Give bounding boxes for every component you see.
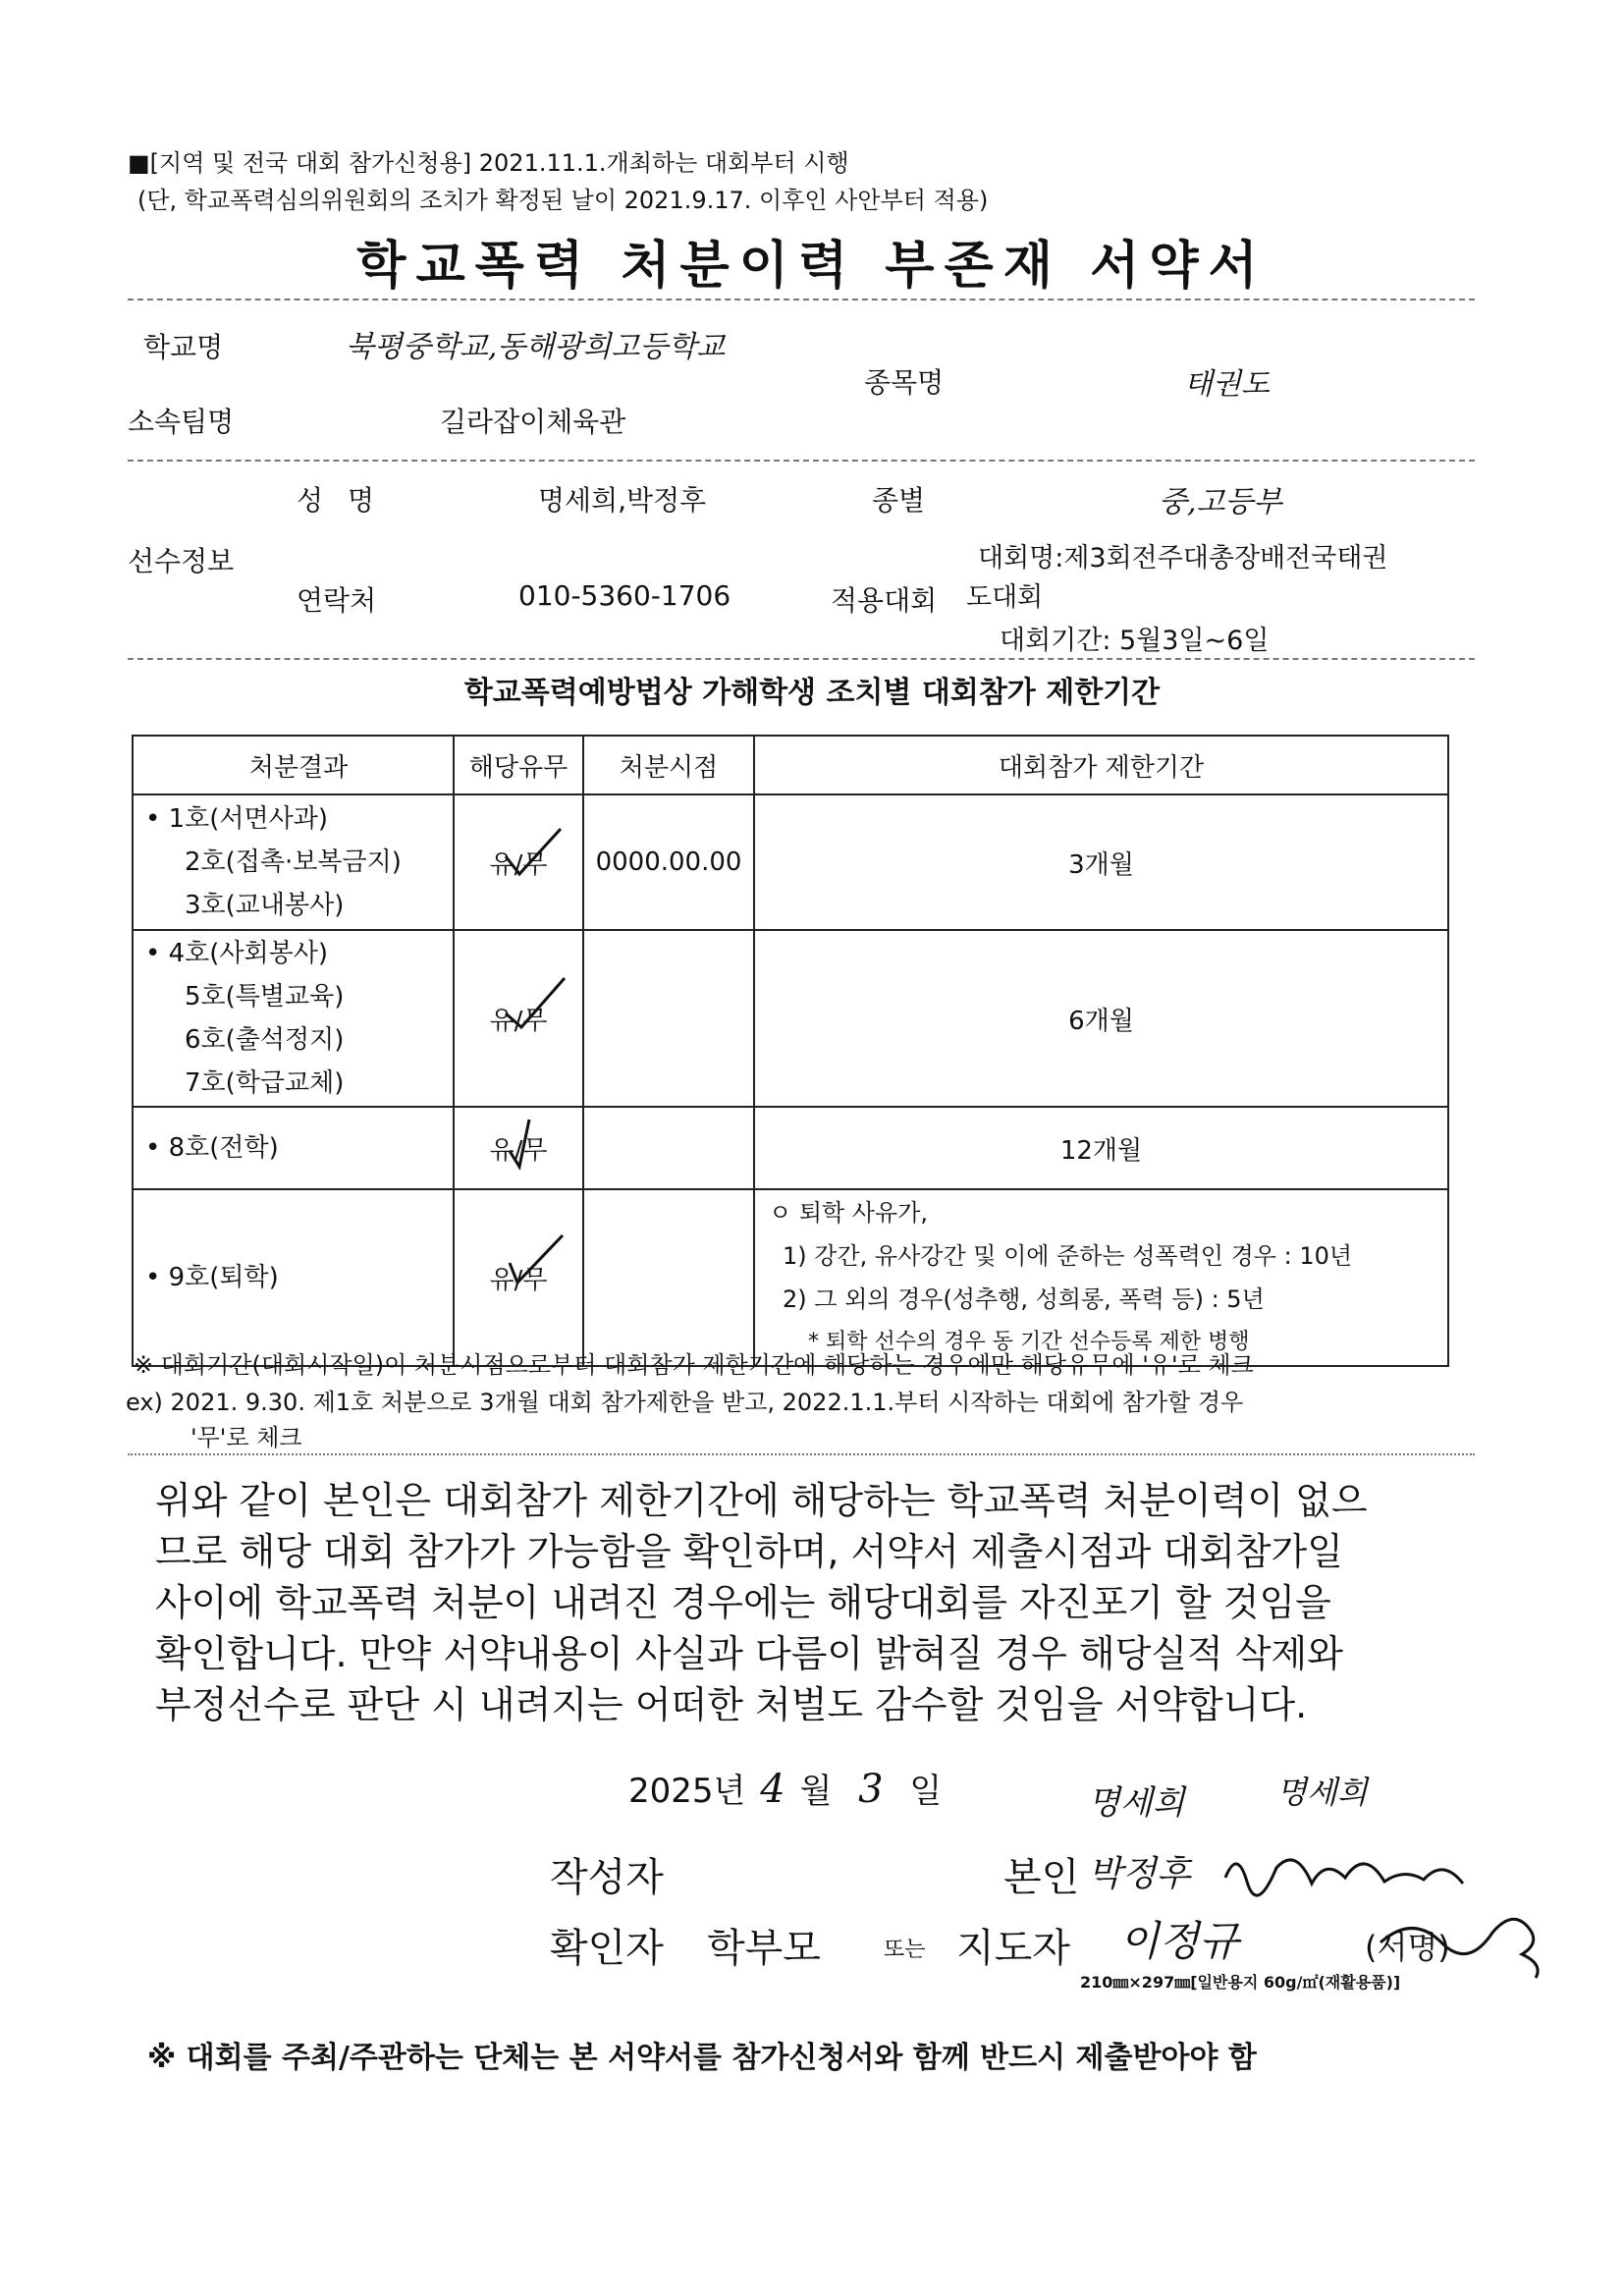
note-2: ex) 2021. 9.30. 제1호 처분으로 3개월 대회 참가제한을 받고, 2022.1.1.부터 시작하는 대회에 참가할 경우 — [126, 1389, 1244, 1416]
list-item: 3호(교내봉사) — [185, 891, 345, 920]
checkmark-icon — [500, 1112, 568, 1171]
pledge-line: 사이에 학교폭력 처분이 내려진 경우에는 해당대회를 자진포기 할 것임을 — [155, 1581, 1331, 1624]
competition-name-line1: 대회명:제3회전주대총장배전국태권 — [978, 543, 1388, 574]
divider — [128, 460, 1475, 462]
handwritten-name: 명세희 — [1276, 1774, 1368, 1811]
period-line: ㅇ 퇴학 사유가, — [769, 1199, 928, 1227]
date-cell — [583, 930, 754, 1107]
team-value: 길라잡이체육관 — [440, 406, 626, 438]
divider — [128, 299, 1475, 301]
pledge-line: 부정선수로 판단 시 내려지는 어떠한 처벌도 감수할 것임을 서약합니다. — [155, 1683, 1308, 1726]
period-line: * 퇴학 선수의 경우 동 기간 선수등록 제한 병행 — [808, 1330, 1250, 1354]
event-value: 태권도 — [1184, 367, 1270, 402]
contact-label: 연락처 — [297, 584, 377, 617]
header-result: 처분결과 — [133, 736, 454, 794]
self-label: 본인 — [1003, 1855, 1080, 1900]
year-label: 2025년 — [628, 1772, 746, 1811]
table-row — [133, 1189, 1448, 1366]
final-note: ※ 대회를 주최/주관하는 단체는 본 서약서를 참가신청서와 함께 반드시 제출받아야 함 — [147, 2041, 1257, 2075]
table-header-row — [133, 736, 1448, 794]
table-row — [133, 794, 1448, 930]
applicable-value: 유/무 — [489, 1135, 548, 1166]
month-label: 월 — [799, 1772, 833, 1811]
result-cell — [133, 1189, 454, 1366]
month-value: 4 — [760, 1767, 785, 1812]
list-item: • 9호(퇴학) — [145, 1263, 279, 1292]
list-item: • 1호(서면사과) — [145, 804, 329, 834]
list-item: • 4호(사회봉사) — [145, 939, 329, 968]
day-value: 3 — [858, 1767, 884, 1812]
note-3: '무'로 체크 — [190, 1424, 302, 1451]
name-label: 성 명 — [297, 484, 382, 517]
result-cell — [133, 1107, 454, 1189]
applicable-cell — [454, 930, 583, 1107]
author-label: 작성자 — [550, 1855, 664, 1900]
result-cell — [133, 794, 454, 930]
player-info-label: 선수정보 — [128, 545, 235, 577]
period-line: 1) 강간, 유사강간 및 이에 준하는 성폭력인 경우 : 10년 — [783, 1242, 1353, 1270]
signing-date — [628, 1764, 942, 1812]
pledge-line: 확인합니다. 만약 서약내용이 사실과 다름이 밝혀질 경우 해당실적 삭제와 — [155, 1632, 1343, 1675]
contact-value: 010-5360-1706 — [518, 579, 731, 612]
applicable-cell — [454, 794, 583, 930]
school-value: 북평중학교,동해광희고등학교 — [346, 330, 726, 364]
pledge-line: 위와 같이 본인은 대회참가 제한기간에 해당하는 학교폭력 처분이력이 없으 — [155, 1479, 1368, 1522]
pledge-line: 므로 해당 대회 참가가 가능함을 확인하며, 서약서 제출시점과 대회참가일 — [155, 1530, 1343, 1573]
parent-label: 학부모 — [707, 1926, 821, 1971]
date-cell: 0000.00.00 — [583, 794, 754, 930]
table-row — [133, 1107, 1448, 1189]
table-caption: 학교폭력예방법상 가해학생 조치별 대회참가 제한기간 — [463, 676, 1161, 710]
list-item: 2호(접촉·보복금지) — [185, 847, 402, 877]
list-item: • 8호(전학) — [145, 1133, 279, 1163]
checkmark-icon — [498, 1230, 567, 1288]
handwritten-name: 명세희 — [1088, 1783, 1185, 1823]
period-cell: 6개월 — [754, 930, 1448, 1107]
coach-signature-scribble — [1375, 1903, 1551, 1982]
coach-label: 지도자 — [956, 1926, 1070, 1971]
header-applicable: 해당유무 — [454, 736, 583, 794]
team-label: 소속팀명 — [128, 406, 235, 438]
self-signature-scribble — [1218, 1838, 1483, 1897]
result-cell — [133, 930, 454, 1107]
pledge-text — [155, 1475, 1471, 1730]
name-value: 명세희,박정후 — [538, 484, 707, 517]
event-label: 종목명 — [864, 366, 945, 399]
header-date: 처분시점 — [583, 736, 754, 794]
list-item: 5호(특별교육) — [185, 982, 345, 1011]
paper-spec-note: 210㎜×297㎜[일반용지 60g/㎡(재활용품)] — [1080, 1973, 1401, 1992]
self-signature: 박정후 — [1088, 1854, 1191, 1894]
school-label: 학교명 — [143, 331, 224, 363]
or-label: 또는 — [884, 1938, 926, 1962]
applicable-cell — [454, 1107, 583, 1189]
period-line: 2) 그 외의 경우(성추행, 성희롱, 폭력 등) : 5년 — [783, 1285, 1265, 1313]
list-item: 6호(출석정지) — [185, 1025, 345, 1055]
period-cell: 3개월 — [754, 794, 1448, 930]
category-label: 종별 — [872, 484, 926, 517]
applicable-value: 유/무 — [489, 1006, 548, 1036]
restriction-table — [132, 735, 1449, 1367]
period-cell: 12개월 — [754, 1107, 1448, 1189]
competition-period: 대회기간: 5월3일~6일 — [1000, 626, 1270, 656]
confirmer-label: 확인자 — [550, 1926, 664, 1971]
coach-signature: 이정규 — [1119, 1917, 1239, 1965]
period-cell — [754, 1189, 1448, 1366]
header-period: 대회참가 제한기간 — [754, 736, 1448, 794]
category-value: 중,고등부 — [1159, 485, 1282, 519]
table-row — [133, 930, 1448, 1107]
date-cell — [583, 1107, 754, 1189]
checkmark-icon — [498, 823, 567, 882]
notice-line-1: ■[지역 및 전국 대회 참가신청용] 2021.11.1.개최하는 대회부터 시행 — [128, 149, 849, 177]
divider — [128, 658, 1475, 660]
seal-label: (서명) — [1365, 1929, 1450, 1966]
list-item: 7호(학급교체) — [185, 1068, 345, 1098]
note-1: ※ 대회기간(대회시작일)이 처분시점으로부터 대회참가 제한기간에 해당하는 경우에만 해당유무에 '유'로 체크 — [134, 1351, 1254, 1379]
document-title: 학교폭력 처분이력 부존재 서약서 — [356, 237, 1268, 296]
checkmark-icon — [500, 974, 568, 1033]
applicable-value: 유/무 — [489, 1265, 548, 1295]
applicable-value: 유/무 — [489, 849, 548, 880]
notice-line-2: (단, 학교폭력심의위원회의 조치가 확정된 날이 2021.9.17. 이후인 사안부터 적용) — [137, 187, 989, 214]
applied-competition-label: 적용대회 — [831, 584, 938, 617]
date-cell — [583, 1189, 754, 1366]
applicable-cell — [454, 1189, 583, 1366]
day-label: 일 — [909, 1772, 943, 1811]
competition-name-line2: 도대회 — [966, 582, 1044, 613]
divider — [128, 1453, 1475, 1455]
